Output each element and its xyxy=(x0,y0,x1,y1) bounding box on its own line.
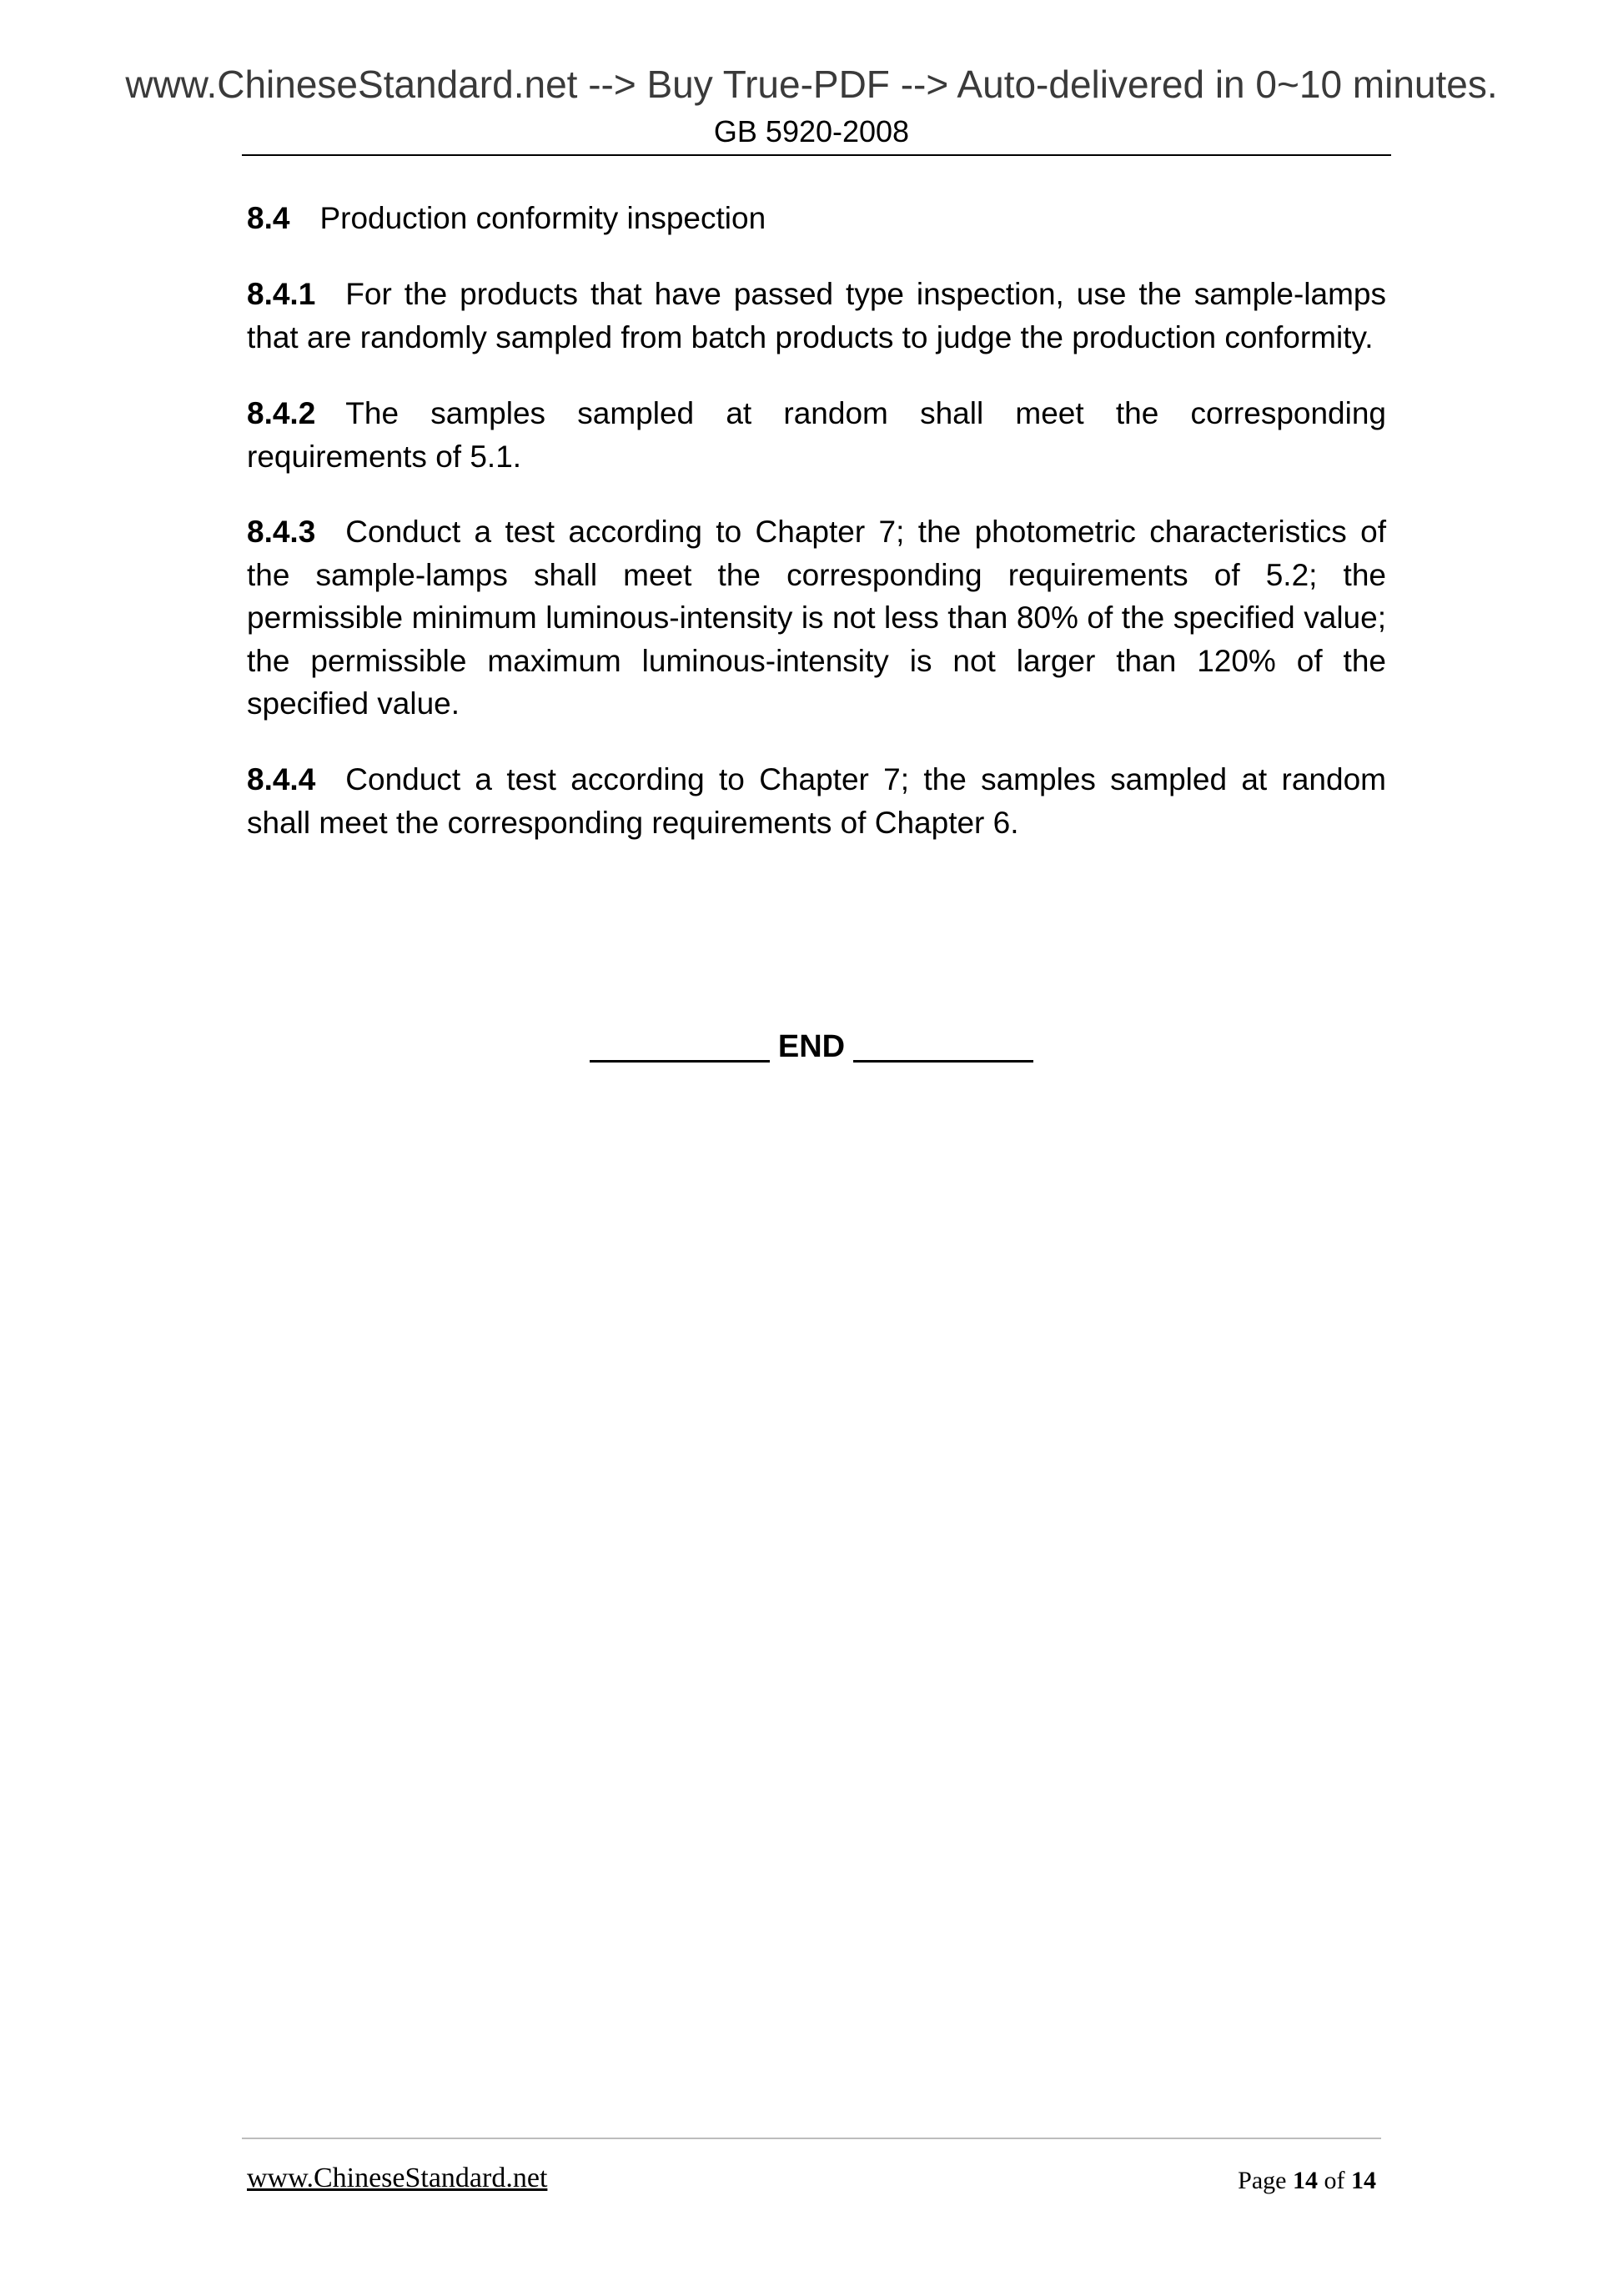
clause-text: Production conformity inspection xyxy=(319,201,766,235)
site-banner[interactable]: www.ChineseStandard.net --> Buy True-PDF --> Auto-delivered in 0~10 minutes. xyxy=(125,63,1498,106)
footer-divider xyxy=(242,2138,1381,2139)
page-prefix: Page xyxy=(1238,2167,1287,2194)
section-8-4 xyxy=(247,197,1386,240)
clause-text: Conduct a test according to Chapter 7; the photometric characteristics of the sample-lamps shall meet the corresponding requirements of 5.2; the permissible minimum luminous-intensity is not less than 80% of the specified value; the permissible maximum luminous-intensity is not larger than 120% of the specified value. xyxy=(247,515,1386,721)
document-code: GB 5920-2008 xyxy=(713,114,910,148)
section-8-4-2 xyxy=(247,392,1386,478)
page-of: of xyxy=(1324,2167,1345,2194)
section-8-4-1 xyxy=(247,273,1386,359)
end-marker xyxy=(0,1028,1623,1067)
footer-site-link[interactable]: www.ChineseStandard.net xyxy=(247,2163,548,2193)
header-divider xyxy=(242,154,1391,156)
clause-number: 8.4.3 xyxy=(247,515,316,549)
end-label: END xyxy=(777,1029,846,1064)
clause-number: 8.4.4 xyxy=(247,762,316,796)
clause-text: The samples sampled at random shall meet the corresponding requirements of 5.1. xyxy=(247,396,1386,474)
end-line-left xyxy=(590,1028,770,1063)
section-8-4-4 xyxy=(247,758,1386,844)
clause-text: For the products that have passed type inspection, use the sample-lamps that are randomly sampled from batch products to judge the production conformity. xyxy=(247,277,1386,354)
clause-number: 8.4 xyxy=(247,201,290,235)
page-number xyxy=(1238,2167,1376,2194)
clause-number: 8.4.1 xyxy=(247,277,316,311)
page-total: 14 xyxy=(1351,2167,1376,2194)
page-current: 14 xyxy=(1293,2167,1318,2194)
section-8-4-3 xyxy=(247,510,1386,726)
clause-text: Conduct a test according to Chapter 7; the samples sampled at random shall meet the corresponding requirements of Chapter 6. xyxy=(247,762,1386,840)
clause-number: 8.4.2 xyxy=(247,396,316,430)
end-line-right xyxy=(853,1028,1033,1063)
